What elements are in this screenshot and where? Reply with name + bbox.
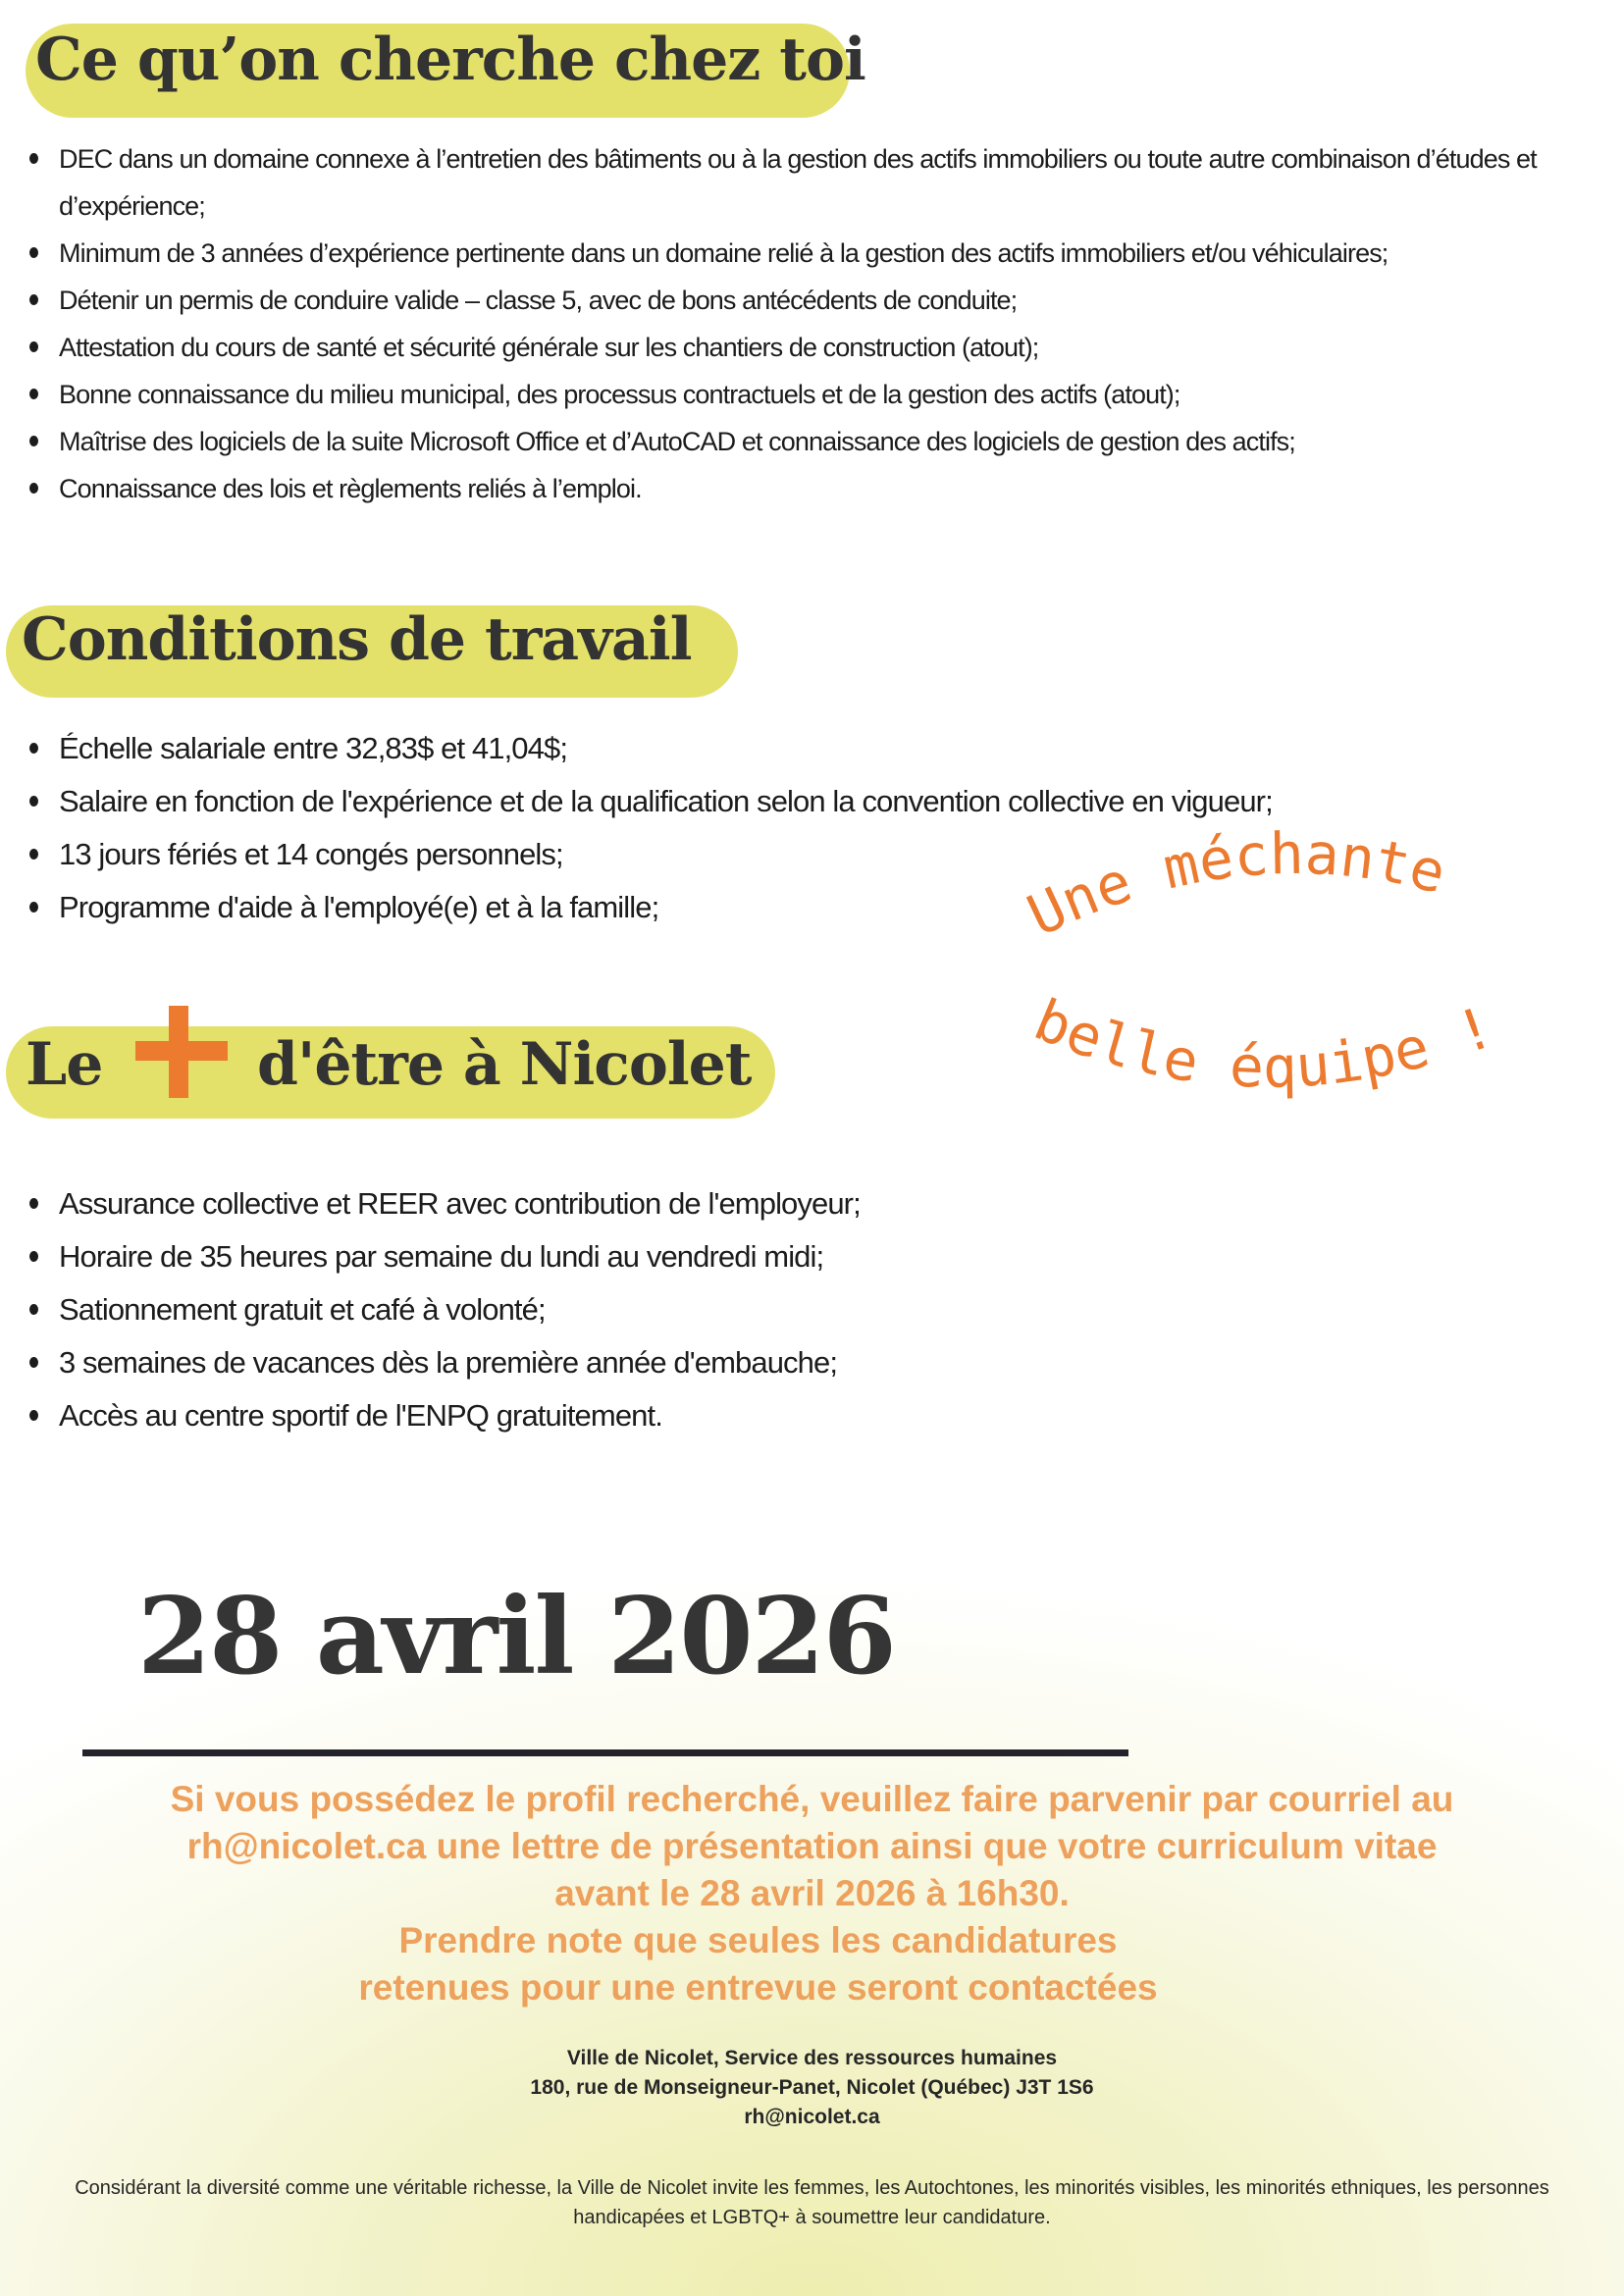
list-item: Salaire en fonction de l'expérience et de la qualification selon la convention collective en vigueur; (26, 775, 1354, 828)
cta-line: Si vous possédez le profil recherché, veuillez faire parvenir par courriel au (170, 1779, 1454, 1819)
list-item: Sationnement gratuit et café à volonté; (26, 1283, 1203, 1336)
cta-line: retenues pour une entrevue seront contactées (358, 1967, 1158, 2008)
list-item: 13 jours fériés et 14 congés personnels; (26, 828, 1399, 881)
list-item: Accès au centre sportif de l'ENPQ gratuitement. (26, 1389, 1203, 1442)
benefits-list (26, 1177, 1203, 1442)
divider (82, 1749, 1128, 1756)
list-item: 3 semaines de vacances dès la première année d'embauche; (26, 1336, 1203, 1389)
requirements-title: Ce qu’on cherche chez toi (35, 26, 865, 94)
application-instructions (0, 1776, 1624, 2011)
list-item: Assurance collective et REER avec contribution de l'employeur; (26, 1177, 1203, 1230)
list-item: Détenir un permis de conduire valide – classe 5, avec de bons antécédents de conduite; (26, 277, 1556, 324)
contact-address: 180, rue de Monseigneur-Panet, Nicolet (Québec) J3T 1S6 (530, 2076, 1094, 2099)
list-item: DEC dans un domaine connexe à l’entretien des bâtiments ou à la gestion des actifs immobiliers ou toute autre combinaison d’études et d’expérience; (26, 135, 1556, 230)
diversity-statement: Considérant la diversité comme une véritable richesse, la Ville de Nicolet invite les femmes, les Autochtones, les minorités visibles, les minorités ethniques, les personnes handicapées et LGBTQ+ à soumettre leur candidature. (75, 2177, 1549, 2228)
plus-icon (135, 1006, 228, 1098)
slogan-line-1: Une méchante (1018, 824, 1452, 950)
cta-line: Prendre note que seules les candidatures (398, 1920, 1118, 1960)
list-item: Maîtrise des logiciels de la suite Microsoft Office et d’AutoCAD et connaissance des logiciels de gestion des actifs; (26, 418, 1556, 465)
list-item: Échelle salariale entre 32,83$ et 41,04$; (26, 722, 1399, 775)
slogan-arc (1001, 824, 1590, 1177)
slogan-line-2: belle équipe ! (1024, 985, 1502, 1101)
list-item: Minimum de 3 années d’expérience pertinente dans un domaine relié à la gestion des actifs immobiliers et/ou véhiculaires; (26, 230, 1556, 277)
list-item: Programme d'aide à l'employé(e) et à la famille; (26, 881, 1399, 934)
conditions-title: Conditions de travail (22, 605, 692, 674)
list-item: Horaire de 35 heures par semaine du lundi au vendredi midi; (26, 1230, 1203, 1283)
list-item: Attestation du cours de santé et sécurité générale sur les chantiers de construction (atout); (26, 324, 1556, 371)
cta-line: rh@nicolet.ca une lettre de présentation ainsi que votre curriculum vitae (186, 1826, 1438, 1866)
contact-email[interactable]: rh@nicolet.ca (744, 2106, 880, 2128)
deadline-date: 28 avril 2026 (137, 1575, 895, 1698)
list-item: Bonne connaissance du milieu municipal, des processus contractuels et de la gestion des actifs (atout); (26, 371, 1556, 418)
requirements-list (26, 135, 1556, 512)
contact-organization: Ville de Nicolet, Service des ressources humaines (566, 2047, 1058, 2069)
benefits-title-suffix: d'être à Nicolet (257, 1030, 752, 1099)
benefits-title-prefix: Le (26, 1030, 103, 1099)
list-item: Connaissance des lois et règlements reliés à l’emploi. (26, 465, 1556, 512)
contact-block (0, 2044, 1624, 2132)
cta-line: avant le 28 avril 2026 à 16h30. (554, 1873, 1070, 1913)
